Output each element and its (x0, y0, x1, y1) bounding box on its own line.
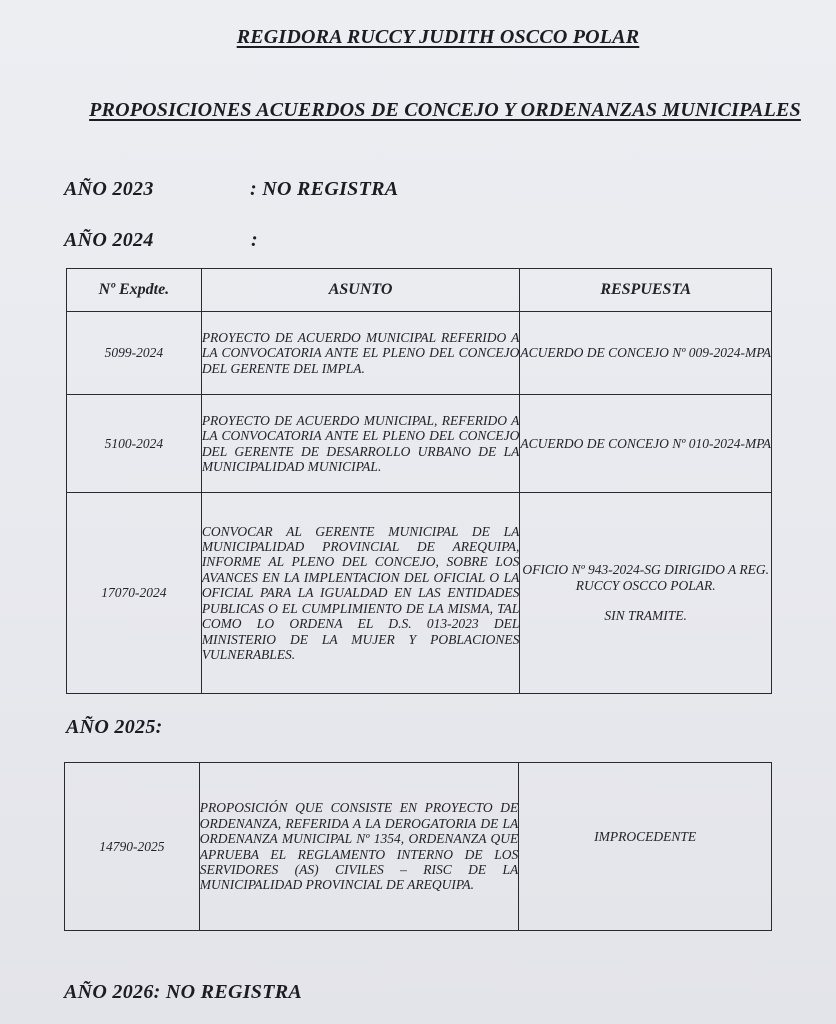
respuesta-text: ACUERDO DE CONCEJO Nº 010-2024-MPA (520, 435, 771, 451)
table-row (67, 493, 772, 694)
table-row (67, 312, 772, 395)
cell-asunto: CONVOCAR AL GERENTE MUNICIPAL DE LA MUNICIPALIDAD PROVINCIAL DE AREQUIPA, INFORME AL PLENO DEL CONCEJO, SOBRE LOS AVANCES EN LA IMPLENTACION DEL OFICIAL O LA OFICIAL PARA LA IGUALDAD EN LAS ENTIDADES PUBLICAS O EL CUMPLIMIENTO DE LA MISMA, TAL COMO LO ORDENA EL D.S. 013-2023 DEL MINISTERIO DE LA MUJER Y POBLACIONES VULNERABLES. (201, 493, 520, 694)
year-status: : NO REGISTRA (250, 178, 399, 200)
document-subtitle: PROPOSICIONES ACUERDOS DE CONCEJO Y ORDENANZAS MUNICIPALES (89, 99, 801, 121)
table-header-row (67, 269, 772, 312)
cell-asunto: PROYECTO DE ACUERDO MUNICIPAL, REFERIDO A LA CONVOCATORIA ANTE EL PLENO DEL CONCEJO DEL GERENTE DE DESARROLLO URBANO DE LA MUNICIPALIDAD MUNICIPAL. (201, 395, 520, 493)
year-label: AÑO 2026: NO REGISTRA (64, 981, 302, 1003)
respuesta-note: SIN TRAMITE. (604, 608, 687, 623)
respuesta-text: ACUERDO DE CONCEJO Nº 009-2024-MPA (520, 345, 771, 360)
cell-respuesta (519, 763, 772, 931)
cell-respuesta (520, 493, 772, 694)
cell-asunto: PROYECTO DE ACUERDO MUNICIPAL REFERIDO A LA CONVOCATORIA ANTE EL PLENO DEL CONCEJO DEL GERENTE DEL IMPLA. (201, 312, 520, 395)
header-expediente: Nº Expdte. (67, 269, 202, 312)
cell-expediente: 5099-2024 (67, 312, 202, 395)
year-label: AÑO 2025: (66, 716, 163, 738)
table-2025 (64, 762, 772, 931)
year-status: : (251, 229, 258, 251)
table-2024 (66, 268, 772, 694)
cell-asunto: PROPOSICIÓN QUE CONSISTE EN PROYECTO DE ORDENANZA, REFERIDA A LA DEROGATORIA DE LA ORDENANZA MUNICIPAL Nº 1354, ORDENANZA QUE APRUEBA EL REGLAMENTO INTERNO DE LOS SERVIDORES (AS) CIVILES – RISC DE LA MUNICIPALIDAD PROVINCIAL DE AREQUIPA. (199, 763, 519, 931)
cell-expediente: 14790-2025 (65, 763, 200, 931)
cell-expediente: 17070-2024 (67, 493, 202, 694)
header-asunto: ASUNTO (201, 269, 520, 312)
respuesta-text: OFICIO Nº 943-2024-SG DIRIGIDO A REG. RUCCY OSCCO POLAR. (522, 562, 769, 593)
table-row (67, 395, 772, 493)
year-label: AÑO 2024 (64, 229, 154, 251)
header-respuesta: RESPUESTA (520, 269, 772, 312)
cell-respuesta (520, 395, 772, 493)
cell-expediente: 5100-2024 (67, 395, 202, 493)
cell-respuesta (520, 312, 772, 395)
respuesta-text: IMPROCEDENTE (594, 829, 697, 844)
year-label: AÑO 2023 (64, 178, 154, 200)
table-row (65, 763, 772, 931)
document-title: REGIDORA RUCCY JUDITH OSCCO POLAR (236, 26, 640, 48)
